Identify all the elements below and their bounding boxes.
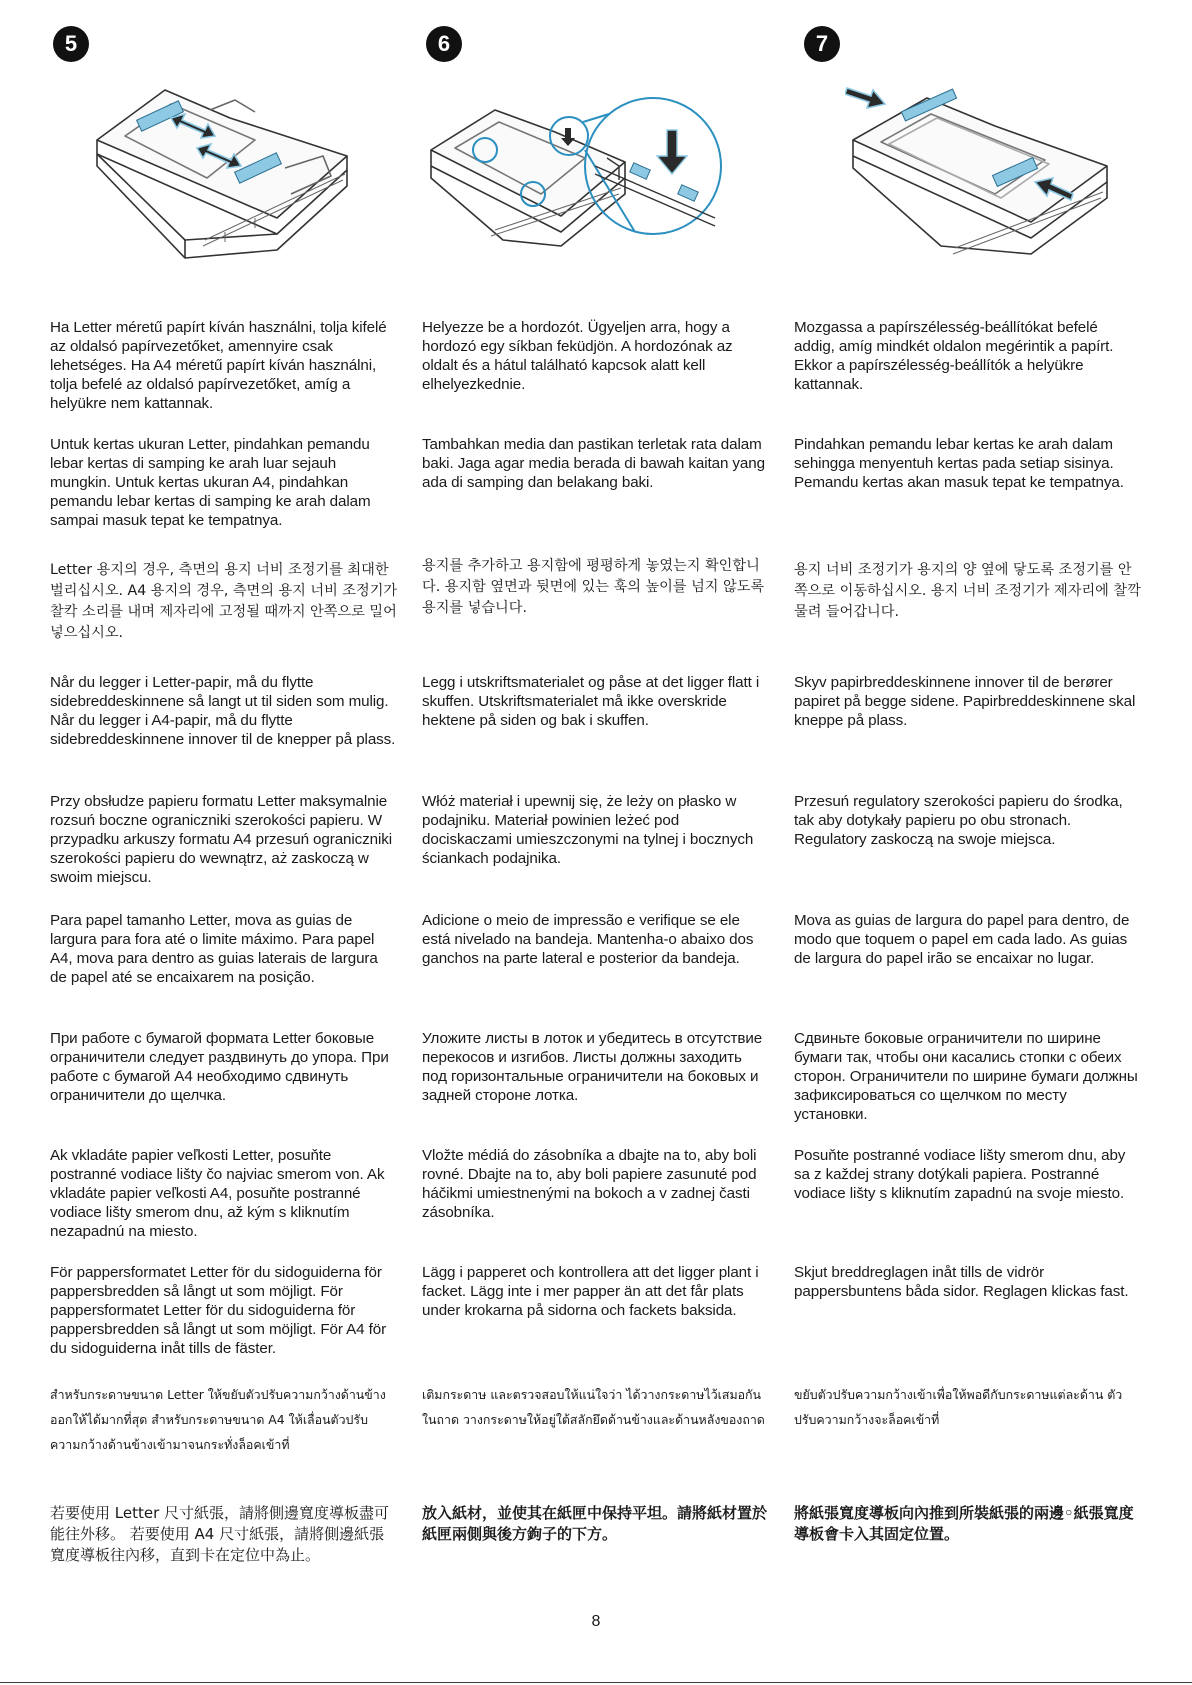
- step-number-6: 6: [426, 26, 462, 62]
- step-number-5: 5: [53, 26, 89, 62]
- step-7-text-zh: 將紙張寬度導板向內推到所裝紙張的兩邊◦紙張寬度導板會卡入其固定位置。: [794, 1504, 1134, 1543]
- step-7-text-sk: Posuňte postranné vodiace lišty smerom dnu, aby sa z každej strany dotýkali papiera. Postranné vodiace lišty s kliknutím zapadnú na svoje miesto.: [794, 1147, 1126, 1202]
- step-7-text-th: ขยับตัวปรับความกว้างเข้าเพื่อให้พอดีกับกระดาษแต่ละด้าน ตัวปรับความกว้างจะล็อคเข้าที่: [794, 1387, 1123, 1427]
- step-6-text-ru: Уложите листы в лоток и убедитесь в отсутствие перекосов и изгибов. Листы должны заходить под горизонтальные ограничители на боковых и задней стороне лотка.: [422, 1030, 763, 1104]
- step-7-text-sv: Skjut breddreglagen inåt tills de vidrör pappersbuntens båda sidor. Reglagen klickas fast.: [794, 1264, 1129, 1300]
- step-5-text-zh: 若要使用 Letter 尺寸紙張，請將側邊寬度導板盡可能往外移。 若要使用 A4 尺寸紙張，請將側邊紙張寬度導板往內移，直到卡在定位中為止。: [50, 1504, 390, 1564]
- step-number-7: 7: [804, 26, 840, 62]
- page-bottom-rule: [0, 1682, 1192, 1683]
- tray-illustration-step-7: [845, 70, 1115, 270]
- step-6-text-zh: 放入紙材，並使其在紙匣中保持平坦。請將紙材置於紙匣兩側與後方鉤子的下方。: [422, 1504, 768, 1543]
- step-6-text-hu: Helyezze be a hordozót. Ügyeljen arra, hogy a hordozó egy síkban feküdjön. A hordozónak az oldalt és a hátul található kapcsok alatt kell elhelyezkednie.: [422, 319, 733, 393]
- tray-illustration-step-5: [85, 70, 355, 270]
- step-5-text-ko: Letter 용지의 경우, 측면의 용지 너비 조정기를 최대한 벌리십시오. A4 용지의 경우, 측면의 용지 너비 조정기가 찰칵 소리를 내며 제자리에 고정될 때까지 안쪽으로 밀어 넣으십시오.: [50, 562, 398, 641]
- step-5-text-sv: För pappersformatet Letter för du sidoguiderna för pappersbredden så långt ut som möjligt. För pappersformatet Letter för du sidoguiderna för pappersbredden så långt ut som möjligt. För A4 för du sidoguiderna inåt tills de fäster.: [50, 1264, 387, 1357]
- step-6-text-pl: Włóż materiał i upewnij się, że leży on płasko w podajniku. Materiał powinien leżeć pod dociskaczami umieszczonymi na tylnej i bocznych ściankach podajnika.: [422, 793, 754, 867]
- step-5-text-hu: Ha Letter méretű papírt kíván használni, tolja kifelé az oldalsó papírvezetőket, amennyire csak lehetséges. Ha A4 méretű papírt kíván használni, tolja befelé az oldalsó papírvezetőket, amíg a helyükre nem kattannak.: [50, 319, 387, 412]
- step-6-text-pt: Adicione o meio de impressão e verifique se ele está nivelado na bandeja. Mantenha-o abaixo dos ganchos na parte lateral e posterior da bandeja.: [422, 912, 754, 967]
- page-number: 8: [591, 1613, 601, 1630]
- step-5-text-th: สำหรับกระดาษขนาด Letter ให้ขยับตัวปรับความกว้างด้านข้างออกให้ได้มากที่สุด สำหรับกระดาษขนาด A4 ให้เลื่อนตัวปรับความกว้างด้านข้างเข้ามาจนกระทั่งล็อคเข้าที่: [50, 1387, 386, 1452]
- step-7-text-id: Pindahkan pemandu lebar kertas ke arah dalam sehingga menyentuh kertas pada setiap sisinya. Pemandu kertas akan masuk tepat ke tempatnya.: [794, 436, 1124, 491]
- step-6-text-th: เติมกระดาษ และตรวจสอบให้แน่ใจว่า ได้วางกระดาษไว้เสมอกันในถาด วางกระดาษให้อยู่ใต้สลักยึดด้านข้างและด้านหลังของถาด: [422, 1387, 765, 1427]
- step-6-text-sk: Vložte médiá do zásobníka a dbajte na to, aby boli rovné. Dbajte na to, aby boli papiere zasunuté pod háčikmi umiestnenými na bokoch a v zadnej časti zásobníka.: [422, 1147, 757, 1221]
- step-7-text-ko: 용지 너비 조정기가 용지의 양 옆에 닿도록 조정기를 안쪽으로 이동하십시오. 용지 너비 조정기가 제자리에 찰깍 물려 들어갑니다.: [794, 562, 1141, 620]
- step-5-text-pl: Przy obsłudze papieru formatu Letter maksymalnie rozsuń boczne ograniczniki szerokości papieru. W przypadku arkuszy formatu A4 przesuń ograniczniki szerokości papieru do wewnątrz, aż zaskoczą w swoim miejscu.: [50, 793, 393, 886]
- step-5-text-no: Når du legger i Letter-papir, må du flytte sidebreddeskinnene så langt ut til siden som mulig. Når du legger i A4-papir, må du flytte sidebreddeskinnene innover til de knepper på plass.: [50, 674, 396, 748]
- step-6-text-no: Legg i utskriftsmaterialet og påse at det ligger flatt i skuffen. Utskriftsmaterialet må ikke overskride hektene på siden og bak i skuffen.: [422, 674, 760, 729]
- tray-illustration-step-6: [425, 70, 755, 270]
- step-6-text-sv: Lägg i papperet och kontrollera att det ligger plant i facket. Lägg inte i mer papper än att det får plats under krokarna på sidorna och fackets baksida.: [422, 1264, 759, 1319]
- step-6-text-ko: 용지를 추가하고 용지함에 평평하게 놓였는지 확인합니다. 용지함 옆면과 뒷면에 있는 훅의 높이를 넘지 않도록 용지를 넣습니다.: [422, 558, 765, 616]
- step-6-text-id: Tambahkan media dan pastikan terletak rata dalam baki. Jaga agar media berada di bawah kaitan yang ada di samping dan belakang baki.: [422, 436, 765, 491]
- step-7-text-ru: Сдвиньте боковые ограничители по ширине бумаги так, чтобы они касались стопки с обеих сторон. Ограничители по ширине бумаги должны зафиксироваться со щелчком по месту установки.: [794, 1030, 1138, 1123]
- step-7-text-pt: Mova as guias de largura do papel para dentro, de modo que toquem o papel em cada lado. As guias de largura do papel irão se encaixar no lugar.: [794, 912, 1130, 967]
- step-5-text-pt: Para papel tamanho Letter, mova as guias de largura para fora até o limite máximo. Para papel A4, mova para dentro as guias laterais de largura de papel até se encaixarem na posição.: [50, 912, 378, 986]
- step-7-text-hu: Mozgassa a papírszélesség-beállítókat befelé addig, amíg mindkét oldalon megérintik a papírt. Ekkor a papírszélesség-beállítók a helyükre kattannak.: [794, 319, 1114, 393]
- step-5-text-sk: Ak vkladáte papier veľkosti Letter, posuňte postranné vodiace lišty čo najviac smerom von. Ak vkladáte papier veľkosti A4, posuňte postranné vodiace lišty smerom dnu, až kým s kliknutím nezapadnú na miesto.: [50, 1147, 385, 1240]
- step-7-text-pl: Przesuń regulatory szerokości papieru do środka, tak aby dotykały papieru po obu stronach. Regulatory zaskoczą na swoje miejsca.: [794, 793, 1123, 848]
- step-7-text-no: Skyv papirbreddeskinnene innover til de berører papiret på begge sidene. Papirbreddeskinnene skal kneppe på plass.: [794, 674, 1136, 729]
- step-5-text-id: Untuk kertas ukuran Letter, pindahkan pemandu lebar kertas di samping ke arah luar sejauh mungkin. Untuk kertas ukuran A4, pindahkan pemandu lebar kertas di samping ke arah dalam sampai masuk tepat ke tempatnya.: [50, 436, 371, 529]
- step-5-text-ru: При работе с бумагой формата Letter боковые ограничители следует раздвинуть до упора. При работе с бумагой А4 необходимо сдвинуть ограничители до щелчка.: [50, 1030, 389, 1104]
